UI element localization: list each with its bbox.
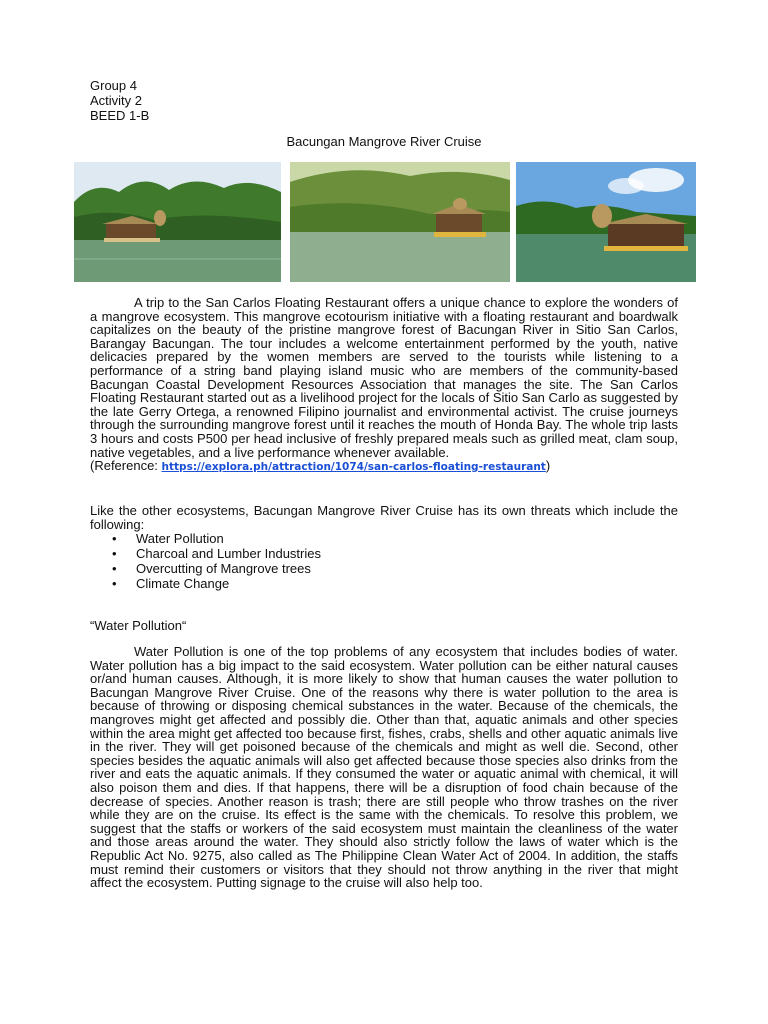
floating-restaurant-photo-2 (290, 162, 510, 282)
reference-line (90, 459, 678, 475)
photo-strip (74, 162, 696, 282)
floating-restaurant-photo-3 (516, 162, 696, 282)
list-item (90, 561, 321, 576)
intro-paragraph: A trip to the San Carlos Floating Restaurant offers a unique chance to explore the wonders of a mangrove ecosystem. This mangrove ecotourism initiative with a floating restaurant and boardwalk capitalizes on the beauty of the pristine mangrove forest of Bacungan River in Sitio San Carlos, Barangay Bacungan. The tour includes a welcome entertainment performed by the youth, native delicacies prepared by the women members are served to the tourists while listening to a performance of a string band playing island music who are members of the community-based Bacungan Coastal Development Resources Association that manages the site. The San Carlos Floating Restaurant started out as a livelihood project for the locals of Sitio San Carlo as suggested by the late Gerry Ortega, a renowned Filipino journalist and environmental activist. The cruise journeys through the surrounding mangrove forest until it reaches the mouth of Honda Bay. The whole trip lasts 3 hours and costs P500 per head inclusive of freshly prepared meals such as grilled meat, clam soup, native vegetables, and a live performance whenever available. (90, 295, 678, 460)
reference-prefix: (Reference: (90, 458, 162, 474)
list-item (90, 546, 321, 561)
bullet: • (112, 531, 117, 546)
reference-link[interactable]: https://explora.ph/attraction/1074/san-carlos-floating-restaurant (161, 461, 546, 474)
intro-section (90, 296, 678, 475)
water-pollution-subheading: “Water Pollution“ (90, 618, 187, 633)
bullet: • (112, 546, 117, 561)
list-item-label: Climate Change (136, 576, 230, 591)
section-label: BEED 1-B (90, 108, 150, 123)
bullet: • (112, 576, 117, 591)
list-item (90, 531, 321, 546)
bullet: • (112, 561, 117, 576)
activity-label: Activity 2 (90, 93, 143, 108)
list-item-label: Charcoal and Lumber Industries (136, 546, 321, 561)
water-pollution-paragraph: Water Pollution is one of the top problems of any ecosystem that includes bodies of water. Water pollution has a big impact to the said ecosystem. Water pollution can be either natural causes or/and human causes. Although, it is more likely to show that human causes the water pollution to Bacungan Mangrove River Cruise. One of the reasons why there is water pollution to the area is because of throwing or disposing chemical substances in the water. Because of the chemicals, the mangroves might get affected and possibly die. Other than that, aquatic animals and other species within the area might get affected too because first, fishes, crabs, shells and other aquatic animals live in the river. They will get poisoned because of the chemicals and might as well die. Second, other species besides the aquatic animals will also get affected because those species also drinks from the river and eats the aquatic animals. If they consumed the water or aquatic animal with chemical, it will also poison them and dies. If that happens, there will be a disruption of food chain because of the decrease of species. Another reason is trash; there are still people who throw trashes on the river while they are on the cruise. Its effect is the same with the chemicals. To resolve this problem, we suggest that the staffs or workers of the said ecosystem must maintain the cleanliness of the water and those areas around the water. They should also strictly follow the laws of water which is the Republic Act No. 9275, also called as The Philippine Clean Water Act of 2004. In addition, the staffs must remind their customers or visitors that they should not throw anything in the river that might affect the ecosystem. Putting signage to the cruise will also help too. (90, 644, 678, 891)
group-label: Group 4 (90, 78, 137, 93)
threats-list (90, 531, 321, 591)
threats-intro-paragraph: Like the other ecosystems, Bacungan Mangrove River Cruise has its own threats which include the following: (90, 503, 678, 532)
list-item-label: Overcutting of Mangrove trees (136, 561, 311, 576)
document-header (90, 78, 149, 123)
floating-restaurant-photo-1 (74, 162, 281, 282)
list-item-label: Water Pollution (136, 531, 224, 546)
document-title: Bacungan Mangrove River Cruise (286, 134, 482, 149)
list-item (90, 576, 321, 591)
reference-suffix: ) (545, 458, 551, 474)
